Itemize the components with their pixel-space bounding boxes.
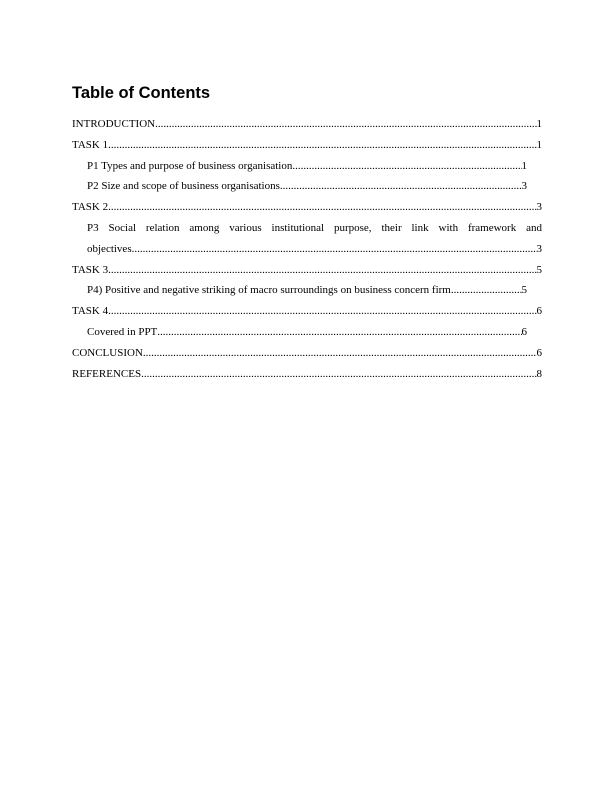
toc-page-number: 1 (536, 138, 542, 151)
toc-page-number: 6 (536, 346, 542, 359)
toc-entry-task-1[interactable] (72, 135, 542, 156)
toc-entry-introduction[interactable] (72, 114, 542, 135)
toc-entry-text: TASK 3 (72, 263, 109, 276)
toc-entry-p4[interactable] (72, 280, 527, 301)
toc-entry-p1[interactable] (72, 156, 527, 177)
toc-dot-leader (108, 260, 536, 281)
toc-entry-task-4[interactable] (72, 301, 542, 322)
toc-entry-task-3[interactable] (72, 260, 542, 281)
toc-page-number: 6 (536, 305, 542, 318)
toc-entry-p3[interactable] (72, 218, 542, 260)
toc-page-number: 5 (536, 263, 542, 276)
toc-page-number: 5 (521, 284, 527, 297)
toc-dot-leader (157, 322, 521, 343)
table-of-contents (72, 114, 542, 384)
toc-entry-text: REFERENCES (72, 367, 142, 380)
toc-entry-text: TASK 2 (72, 201, 109, 214)
toc-page-number: 3 (521, 180, 527, 193)
toc-entry-conclusion[interactable] (72, 343, 542, 364)
toc-page-number: 3 (536, 242, 542, 255)
toc-dot-leader (280, 176, 522, 197)
toc-entry-text: TASK 4 (72, 305, 109, 318)
toc-dot-leader (292, 156, 521, 177)
toc-dot-leader (132, 239, 537, 260)
toc-entry-covered-in-ppt[interactable] (72, 322, 527, 343)
toc-page-number: 1 (536, 118, 542, 130)
toc-dot-leader (108, 301, 536, 322)
toc-entry-text-continued: objectives (87, 242, 132, 255)
toc-entry-text: TASK 1 (72, 138, 109, 151)
toc-entry-text: CONCLUSION (72, 346, 143, 359)
toc-dot-leader (108, 135, 536, 156)
toc-dot-leader (155, 114, 536, 135)
toc-entry-task-2[interactable] (72, 197, 542, 218)
toc-entry-text: P4) Positive and negative striking of macro surroundings on business concern firm (87, 284, 451, 297)
toc-page-number: 6 (521, 325, 527, 338)
toc-dot-leader (451, 280, 522, 301)
toc-dot-leader (108, 197, 536, 218)
toc-entry-text: P1 Types and purpose of business organisation (87, 159, 293, 172)
toc-page-number: 8 (536, 367, 542, 380)
toc-entry-references[interactable] (72, 364, 542, 385)
toc-dot-leader (143, 343, 537, 364)
toc-entry-p2[interactable] (72, 176, 527, 197)
toc-dot-leader (141, 364, 536, 385)
toc-page-number: 1 (521, 159, 527, 172)
toc-page-number: 3 (536, 201, 542, 214)
toc-entry-text: P2 Size and scope of business organisations (87, 180, 280, 193)
toc-entry-text: P3 Social relation among various institutional purpose, their link with framework and (87, 221, 542, 234)
toc-entry-text: Covered in PPT (87, 325, 158, 338)
toc-title: Table of Contents (72, 84, 211, 102)
toc-entry-text: INTRODUCTION (72, 118, 156, 130)
